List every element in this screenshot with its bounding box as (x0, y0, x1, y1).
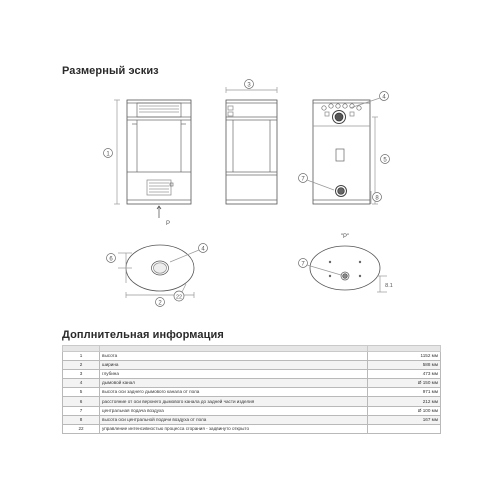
side-view (226, 80, 277, 205)
callout-6: 6 (109, 256, 113, 263)
callout-3: 3 (247, 82, 251, 89)
top-view (107, 244, 208, 307)
table-row: 22 управление интенсивностью процесса сгорания - задвинуто открыто (63, 424, 441, 433)
sketch-heading: Размерный эскиз (62, 65, 159, 77)
table-row: 2 ширина 588 мм (63, 361, 441, 370)
bottom-view (299, 246, 388, 292)
table-row: 1 высота 1152 мм (63, 352, 441, 361)
table-row: 7 центральная подача воздуха Ø 100 мм (63, 406, 441, 415)
view-p-label: "P" (340, 234, 350, 240)
callout-5: 5 (383, 157, 387, 164)
spec-table (62, 345, 441, 434)
info-heading: Доплнительная информация (62, 329, 224, 341)
table-row: 4 дымовой канал Ø 150 мм (63, 379, 441, 388)
callout-1: 1 (106, 151, 110, 158)
arrow-p-label: P (165, 221, 171, 227)
callout-8-side: 8 (375, 195, 379, 202)
callout-4-top: 4 (201, 246, 205, 253)
callout-7-side: 7 (301, 176, 305, 183)
callout-22: 22 (175, 294, 183, 301)
back-view (299, 92, 390, 205)
callout-2: 2 (158, 300, 162, 307)
front-view (104, 100, 192, 218)
table-row: 6 расстояние от оси верхнего дымового канала до задней части изделия 212 мм (63, 397, 441, 406)
table-row: 8 высота оси центральной подачи воздуха от пола 167 мм (63, 415, 441, 424)
table-row: 3 глубина 473 мм (63, 370, 441, 379)
callout-8-1: 8.1 (385, 283, 393, 289)
table-row: 5 высота оси заднего дымового канала от пола 971 мм (63, 388, 441, 397)
callout-7-bottom: 7 (301, 261, 305, 268)
callout-4-side: 4 (382, 94, 386, 101)
